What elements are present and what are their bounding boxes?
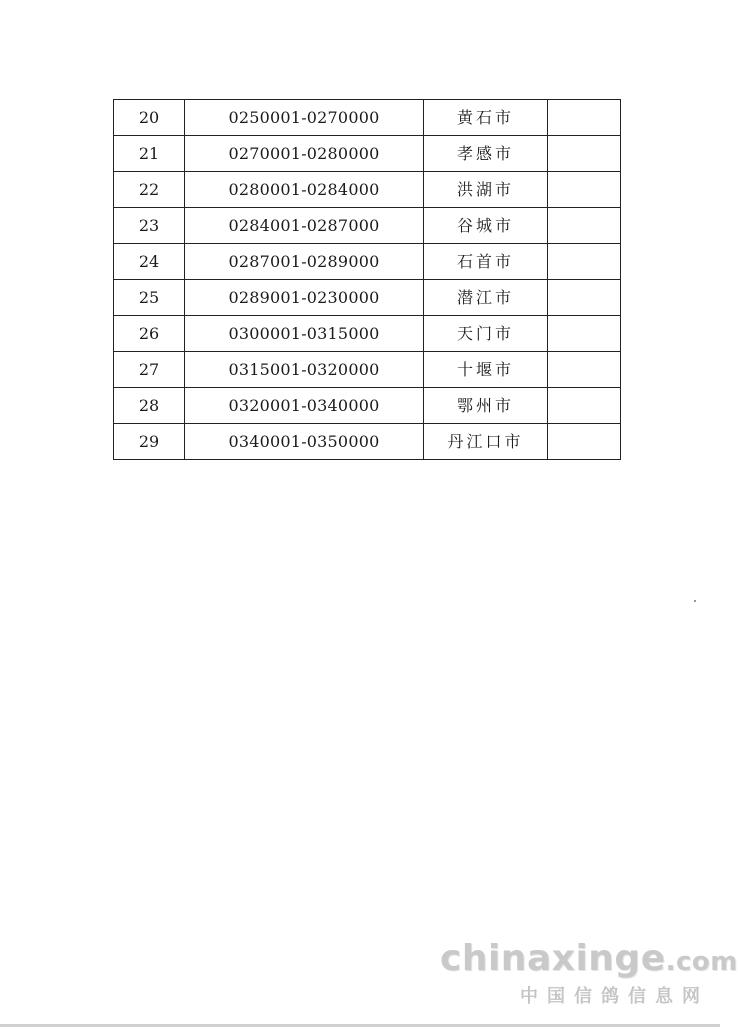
note-cell (548, 388, 621, 424)
ring-range: 0289001-0230000 (185, 280, 424, 316)
table-row (114, 100, 621, 136)
row-number: 23 (114, 208, 185, 244)
ring-range: 0300001-0315000 (185, 316, 424, 352)
bottom-edge-line (0, 1024, 720, 1027)
ring-number-table (113, 99, 621, 460)
note-cell (548, 100, 621, 136)
city-name: 天门市 (424, 316, 548, 352)
ring-range: 0280001-0284000 (185, 172, 424, 208)
scan-speck (694, 600, 696, 602)
table-row (114, 244, 621, 280)
row-number: 24 (114, 244, 185, 280)
city-name: 洪湖市 (424, 172, 548, 208)
ring-range: 0270001-0280000 (185, 136, 424, 172)
note-cell (548, 352, 621, 388)
city-name: 孝感市 (424, 136, 548, 172)
note-cell (548, 316, 621, 352)
ring-range: 0320001-0340000 (185, 388, 424, 424)
ring-range: 0287001-0289000 (185, 244, 424, 280)
city-name: 谷城市 (424, 208, 548, 244)
table-row (114, 388, 621, 424)
watermark-domain (440, 938, 738, 979)
note-cell (548, 172, 621, 208)
row-number: 21 (114, 136, 185, 172)
row-number: 20 (114, 100, 185, 136)
row-number: 27 (114, 352, 185, 388)
city-name: 石首市 (424, 244, 548, 280)
watermark-domain-main: chinaxinge (440, 938, 666, 979)
ring-range: 0340001-0350000 (185, 424, 424, 460)
table-row (114, 136, 621, 172)
table-body (114, 100, 621, 460)
note-cell (548, 424, 621, 460)
table-row (114, 352, 621, 388)
table-row (114, 172, 621, 208)
city-name: 黄石市 (424, 100, 548, 136)
table-row (114, 316, 621, 352)
table-row (114, 424, 621, 460)
ring-range: 0284001-0287000 (185, 208, 424, 244)
watermark-domain-suffix: .com (665, 947, 738, 977)
ring-range: 0250001-0270000 (185, 100, 424, 136)
note-cell (548, 280, 621, 316)
city-name: 鄂州市 (424, 388, 548, 424)
ring-range: 0315001-0320000 (185, 352, 424, 388)
table-row (114, 208, 621, 244)
city-name: 潜江市 (424, 280, 548, 316)
row-number: 29 (114, 424, 185, 460)
note-cell (548, 136, 621, 172)
row-number: 25 (114, 280, 185, 316)
note-cell (548, 244, 621, 280)
city-name: 丹江口市 (424, 424, 548, 460)
note-cell (548, 208, 621, 244)
table-row (114, 280, 621, 316)
watermark-site-name: 中国信鸽信息网 (520, 986, 709, 1007)
city-name: 十堰市 (424, 352, 548, 388)
row-number: 22 (114, 172, 185, 208)
row-number: 28 (114, 388, 185, 424)
row-number: 26 (114, 316, 185, 352)
